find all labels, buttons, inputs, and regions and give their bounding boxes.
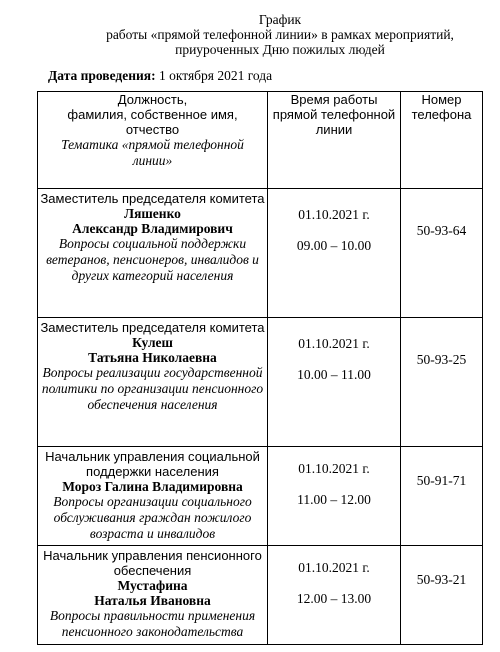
header-topic: Тематика «прямой телефонной линии» (61, 137, 244, 168)
event-date (48, 68, 272, 84)
table-header-row (38, 92, 483, 189)
official-position: Начальник управления социальной поддержки населения (45, 449, 260, 479)
time-cell (268, 546, 401, 645)
official-topic: Вопросы социальной поддержки ветеранов, пенсионеров, инвалидов и других категорий населения (46, 236, 259, 283)
title-line-3: приуроченных Дню пожилых людей (175, 42, 385, 57)
document-title (60, 12, 500, 57)
table-row (38, 447, 483, 546)
header-phone-cell: Номер телефона (401, 92, 483, 189)
title-line-1: График (258, 12, 302, 27)
hotline-date: 01.10.2021 г. (298, 461, 370, 476)
hotline-time: 11.00 – 12.00 (297, 492, 371, 507)
hotline-date: 01.10.2021 г. (298, 207, 370, 222)
official-cell (38, 318, 268, 447)
official-cell (38, 546, 268, 645)
phone-cell (401, 189, 483, 318)
phone-cell (401, 318, 483, 447)
official-given-names: Александр Владимирович (72, 221, 233, 236)
official-position: Заместитель председателя комитета (40, 320, 265, 335)
schedule-table (37, 91, 483, 645)
official-position: Начальник управления пенсионного обеспечения (43, 548, 262, 578)
phone-number: 50-93-25 (416, 352, 467, 367)
official-position: Заместитель председателя комитета (40, 191, 265, 206)
official-surname: Кулеш (132, 335, 173, 350)
phone-number: 50-91-71 (416, 473, 467, 488)
header-position-cell (38, 92, 268, 189)
phone-number: 50-93-64 (416, 223, 467, 238)
hotline-date: 01.10.2021 г. (298, 560, 370, 575)
time-cell (268, 447, 401, 546)
phone-cell (401, 447, 483, 546)
event-date-value: 1 октября 2021 года (158, 68, 273, 83)
official-cell (38, 189, 268, 318)
official-surname: Мустафина (117, 578, 188, 593)
phone-number: 50-93-21 (416, 572, 467, 587)
time-cell (268, 189, 401, 318)
header-position-line-2: фамилия, собственное имя, (67, 107, 238, 122)
table-row (38, 189, 483, 318)
phone-cell (401, 546, 483, 645)
header-time-cell: Время работы прямой телефонной линии (268, 92, 401, 189)
title-line-2: работы «прямой телефонной линии» в рамках мероприятий, (106, 27, 454, 42)
official-topic: Вопросы организации социального обслуживания граждан пожилого возраста и инвалидов (53, 494, 252, 541)
hotline-time: 10.00 – 11.00 (297, 367, 371, 382)
official-given-names: Наталья Ивановна (94, 593, 211, 608)
time-cell (268, 318, 401, 447)
hotline-time: 09.00 – 10.00 (296, 238, 372, 253)
official-topic: Вопросы реализации государственной политики по организации пенсионного обеспечения населения (41, 365, 264, 412)
official-cell (38, 447, 268, 546)
header-position-line-3: отчество (125, 122, 180, 137)
table-row (38, 546, 483, 645)
event-date-label: Дата проведения: (48, 68, 156, 83)
header-position-line-1: Должность, (117, 92, 188, 107)
table-row (38, 318, 483, 447)
official-given-names: Татьяна Николаевна (88, 350, 217, 365)
hotline-time: 12.00 – 13.00 (296, 591, 372, 606)
hotline-date: 01.10.2021 г. (298, 336, 370, 351)
official-topic: Вопросы правильности применения пенсионного законодательства (49, 608, 256, 639)
official-surname: Ляшенко (124, 206, 181, 221)
official-full-name: Мороз Галина Владимировна (62, 479, 243, 494)
